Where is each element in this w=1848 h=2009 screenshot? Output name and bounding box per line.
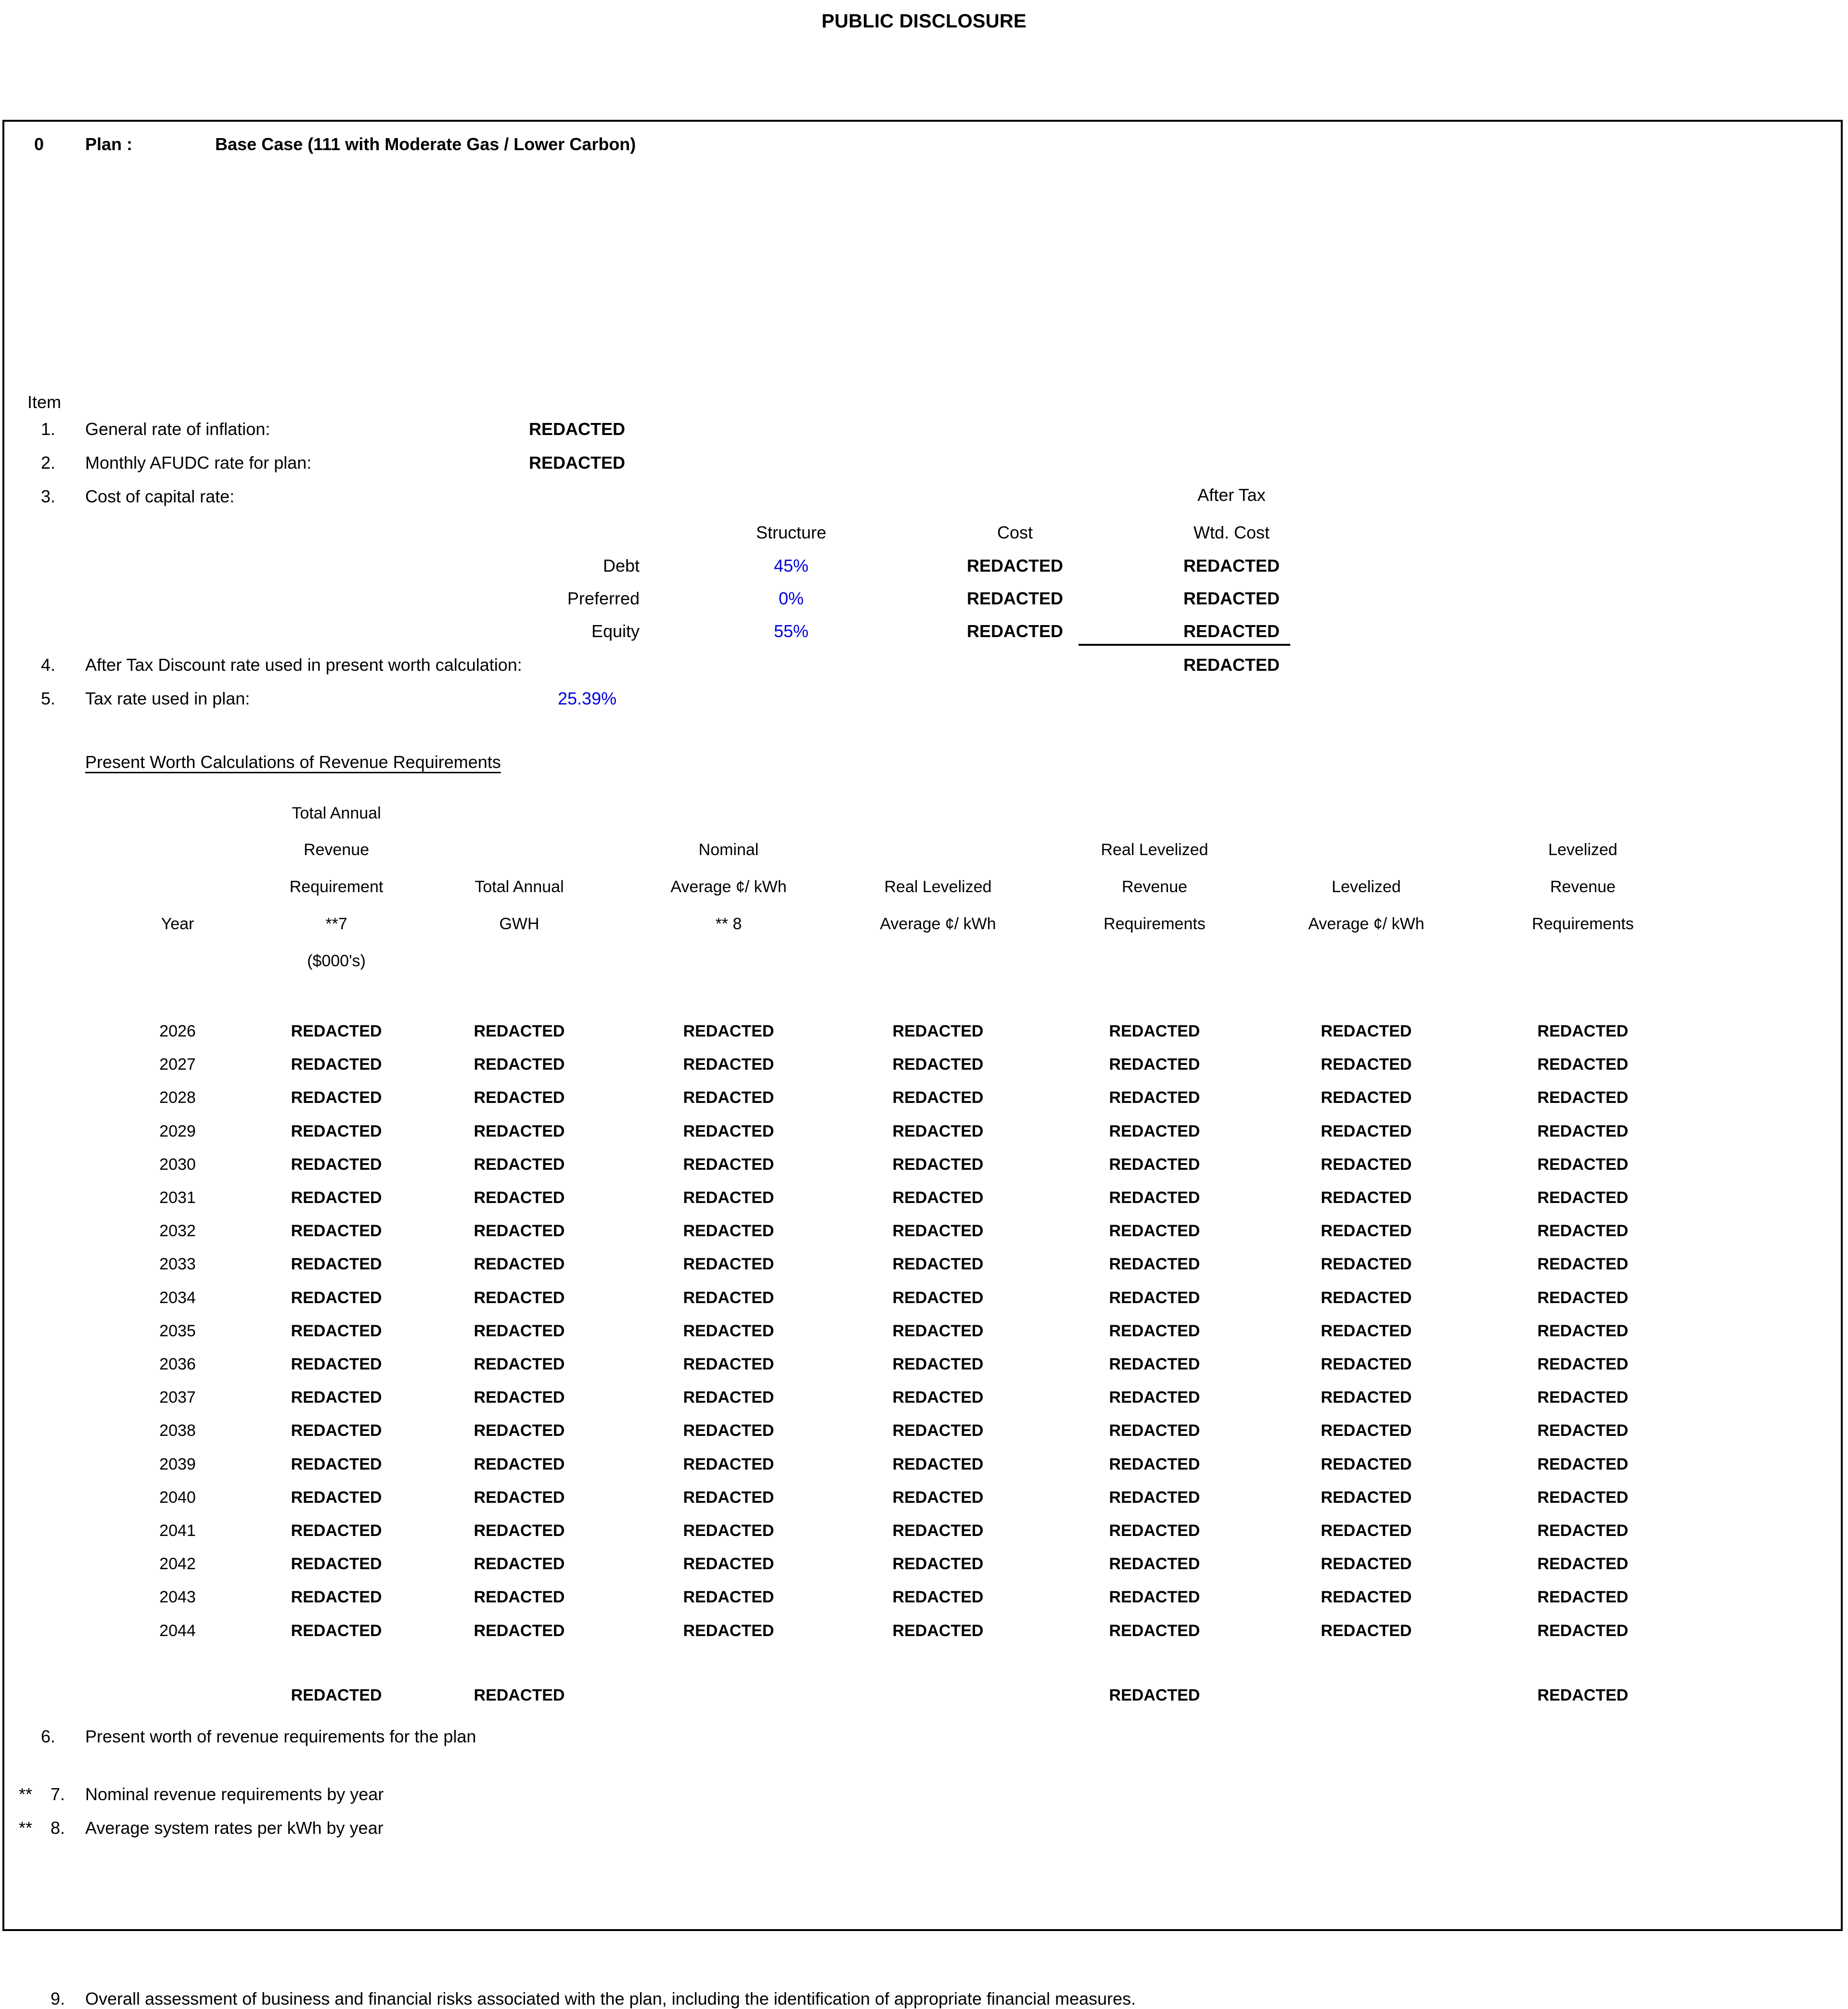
table-row-year: 2038: [159, 1421, 196, 1440]
table-cell-value: REDACTED: [1321, 1088, 1412, 1107]
item-1-number: 1.: [40, 419, 55, 439]
table-cell-value: REDACTED: [892, 1455, 984, 1473]
table-cell-value: REDACTED: [1321, 1455, 1412, 1473]
present-worth-heading: Present Worth Calculations of Revenue Requirements: [85, 752, 501, 772]
table-cell-value: REDACTED: [892, 1088, 984, 1107]
table-cell-value: REDACTED: [474, 1189, 565, 1207]
cost-of-capital-row-debt-wtd-cost: REDACTED: [1183, 556, 1280, 576]
table-cell-value: REDACTED: [683, 1355, 774, 1373]
table-cell-value: REDACTED: [1321, 1522, 1412, 1540]
column-header-5-line-1: Real Levelized: [1101, 841, 1208, 859]
table-cell-value: REDACTED: [1109, 1088, 1200, 1107]
cost-of-capital-row-debt-label: Debt: [603, 556, 640, 576]
table-cell-value: REDACTED: [291, 1621, 382, 1640]
table-row-year: 2043: [159, 1588, 196, 1607]
table-cell-value: REDACTED: [683, 1288, 774, 1307]
column-header-3-line-2: Average ¢/ kWh: [670, 878, 787, 896]
table-cell-value: REDACTED: [1537, 1122, 1629, 1140]
table-cell-value: REDACTED: [1537, 1321, 1629, 1340]
table-cell-value: REDACTED: [1537, 1288, 1629, 1307]
item-2-label: Monthly AFUDC rate for plan:: [85, 453, 312, 473]
column-header-1-line-2: Requirement: [289, 878, 384, 896]
table-cell-value: REDACTED: [474, 1022, 565, 1040]
table-cell-value: REDACTED: [892, 1055, 984, 1074]
cost-of-capital-row-equity-cost: REDACTED: [966, 621, 1063, 641]
table-cell-value: REDACTED: [1109, 1055, 1200, 1074]
cost-of-capital-row-equity-label: Equity: [591, 621, 640, 641]
cost-of-capital-header-structure: Structure: [756, 523, 827, 542]
table-cell-value: REDACTED: [1109, 1388, 1200, 1407]
table-row-year: 2044: [159, 1621, 196, 1640]
item-9-text: Overall assessment of business and financial risks associated with the plan, including the identification of appropriate financial measures.: [85, 1989, 1136, 2009]
table-cell-value: REDACTED: [1537, 1255, 1629, 1274]
table-cell-value: REDACTED: [474, 1388, 565, 1407]
table-row-year: 2035: [159, 1321, 196, 1340]
table-cell-value: REDACTED: [474, 1155, 565, 1174]
table-cell-value: REDACTED: [1109, 1155, 1200, 1174]
table-cell-value: REDACTED: [1321, 1155, 1412, 1174]
column-header-1-line-0: Total Annual: [292, 804, 381, 822]
table-row-year: 2032: [159, 1222, 196, 1241]
table-cell-value: REDACTED: [1321, 1488, 1412, 1507]
table-cell-value: REDACTED: [291, 1055, 382, 1074]
table-cell-value: REDACTED: [1537, 1355, 1629, 1373]
table-cell-value: REDACTED: [474, 1621, 565, 1640]
table-cell-value: REDACTED: [683, 1255, 774, 1274]
table-cell-value: REDACTED: [291, 1288, 382, 1307]
table-cell-value: REDACTED: [1109, 1022, 1200, 1040]
column-header-5-line-3: Requirements: [1104, 915, 1206, 933]
column-header-1-line-3: **7: [325, 915, 347, 933]
table-cell-value: REDACTED: [291, 1255, 382, 1274]
table-cell-value: REDACTED: [291, 1222, 382, 1241]
table-cell-value: REDACTED: [1321, 1255, 1412, 1274]
table-cell-value: REDACTED: [1321, 1022, 1412, 1040]
table-cell-value: REDACTED: [1109, 1355, 1200, 1373]
table-row-year: 2040: [159, 1488, 196, 1507]
table-cell-value: REDACTED: [1321, 1055, 1412, 1074]
item-2-number: 2.: [40, 453, 55, 473]
table-cell-value: REDACTED: [474, 1588, 565, 1607]
item-1-value: REDACTED: [529, 419, 626, 439]
table-cell-value: REDACTED: [1109, 1522, 1200, 1540]
table-cell-value: REDACTED: [291, 1155, 382, 1174]
item-2-value: REDACTED: [529, 453, 626, 473]
item-5-value: 25.39%: [558, 689, 617, 708]
item-3-label: Cost of capital rate:: [85, 486, 235, 506]
table-cell-value: REDACTED: [1321, 1288, 1412, 1307]
table-cell-value: REDACTED: [683, 1321, 774, 1340]
cost-of-capital-header-wtd-cost: Wtd. Cost: [1193, 523, 1270, 542]
table-cell-value: REDACTED: [892, 1122, 984, 1140]
table-cell-value: REDACTED: [291, 1355, 382, 1373]
table-cell-value: REDACTED: [474, 1122, 565, 1140]
table-cell-value: REDACTED: [1321, 1421, 1412, 1440]
column-header-7-line-2: Revenue: [1550, 878, 1616, 896]
item-6-label: Present worth of revenue requirements for the plan: [85, 1727, 476, 1746]
table-total-value: REDACTED: [1109, 1686, 1200, 1704]
table-cell-value: REDACTED: [892, 1222, 984, 1241]
column-header-5-line-2: Revenue: [1121, 878, 1188, 896]
table-total-value: REDACTED: [1537, 1686, 1629, 1704]
column-header-1-line-4: ($000's): [307, 952, 366, 970]
table-cell-value: REDACTED: [683, 1022, 774, 1040]
table-cell-value: REDACTED: [1321, 1588, 1412, 1607]
table-cell-value: REDACTED: [1109, 1555, 1200, 1574]
table-cell-value: REDACTED: [1537, 1155, 1629, 1174]
footnote-7-stars: **: [19, 1784, 33, 1804]
table-cell-value: REDACTED: [683, 1621, 774, 1640]
table-cell-value: REDACTED: [1321, 1222, 1412, 1241]
column-header-7-line-3: Requirements: [1532, 915, 1634, 933]
table-cell-value: REDACTED: [1537, 1088, 1629, 1107]
table-cell-value: REDACTED: [1109, 1222, 1200, 1241]
table-cell-value: REDACTED: [1109, 1288, 1200, 1307]
plan-number: 0: [34, 134, 44, 154]
table-cell-value: REDACTED: [683, 1122, 774, 1140]
column-header-6-line-3: Average ¢/ kWh: [1308, 915, 1424, 933]
table-cell-value: REDACTED: [683, 1488, 774, 1507]
item-9-number: 9.: [51, 1989, 65, 2009]
table-cell-value: REDACTED: [1109, 1455, 1200, 1473]
cost-of-capital-row-equity-structure: 55%: [773, 621, 809, 641]
table-cell-value: REDACTED: [291, 1555, 382, 1574]
column-header-2-line-2: Total Annual: [475, 878, 564, 896]
footnote-8-stars: **: [19, 1818, 33, 1838]
table-cell-value: REDACTED: [1321, 1388, 1412, 1407]
table-cell-value: REDACTED: [892, 1621, 984, 1640]
column-header-3-line-1: Nominal: [698, 841, 759, 859]
column-header-3-line-3: ** 8: [715, 915, 742, 933]
item-5-number: 5.: [40, 689, 55, 708]
table-cell-value: REDACTED: [1321, 1355, 1412, 1373]
table-cell-value: REDACTED: [892, 1189, 984, 1207]
item-6-number: 6.: [40, 1727, 55, 1746]
table-cell-value: REDACTED: [1537, 1421, 1629, 1440]
table-cell-value: REDACTED: [291, 1189, 382, 1207]
table-cell-value: REDACTED: [1537, 1189, 1629, 1207]
table-cell-value: REDACTED: [892, 1321, 984, 1340]
table-cell-value: REDACTED: [474, 1288, 565, 1307]
table-cell-value: REDACTED: [291, 1522, 382, 1540]
table-cell-value: REDACTED: [474, 1522, 565, 1540]
table-cell-value: REDACTED: [892, 1288, 984, 1307]
table-row-year: 2026: [159, 1022, 196, 1040]
footnote-7-text: Nominal revenue requirements by year: [85, 1784, 384, 1804]
document-frame: [2, 120, 1843, 2009]
table-row-year: 2029: [159, 1122, 196, 1140]
table-cell-value: REDACTED: [1537, 1055, 1629, 1074]
table-cell-value: REDACTED: [291, 1421, 382, 1440]
table-row-year: 2036: [159, 1355, 196, 1373]
table-cell-value: REDACTED: [1109, 1122, 1200, 1140]
table-cell-value: REDACTED: [683, 1155, 774, 1174]
table-cell-value: REDACTED: [1537, 1022, 1629, 1040]
cost-of-capital-row-preferred-cost: REDACTED: [966, 589, 1063, 608]
table-cell-value: REDACTED: [291, 1455, 382, 1473]
item-4-label: After Tax Discount rate used in present worth calculation:: [85, 655, 522, 675]
table-cell-value: REDACTED: [1321, 1555, 1412, 1574]
table-row-year: 2041: [159, 1522, 196, 1540]
table-cell-value: REDACTED: [1321, 1621, 1412, 1640]
plan-value: Base Case (111 with Moderate Gas / Lower Carbon): [215, 134, 636, 154]
table-cell-value: REDACTED: [683, 1189, 774, 1207]
table-cell-value: REDACTED: [683, 1088, 774, 1107]
table-cell-value: REDACTED: [291, 1321, 382, 1340]
table-cell-value: REDACTED: [892, 1022, 984, 1040]
table-row-year: 2033: [159, 1255, 196, 1274]
table-cell-value: REDACTED: [892, 1388, 984, 1407]
table-cell-value: REDACTED: [474, 1255, 565, 1274]
table-cell-value: REDACTED: [1109, 1621, 1200, 1640]
table-cell-value: REDACTED: [1537, 1621, 1629, 1640]
table-cell-value: REDACTED: [683, 1522, 774, 1540]
table-cell-value: REDACTED: [1537, 1522, 1629, 1540]
table-row-year: 2042: [159, 1555, 196, 1574]
table-cell-value: REDACTED: [892, 1522, 984, 1540]
table-cell-value: REDACTED: [892, 1555, 984, 1574]
table-cell-value: REDACTED: [892, 1155, 984, 1174]
table-cell-value: REDACTED: [1537, 1555, 1629, 1574]
table-cell-value: REDACTED: [474, 1222, 565, 1241]
table-row-year: 2039: [159, 1455, 196, 1473]
table-cell-value: REDACTED: [1109, 1255, 1200, 1274]
column-header-6-line-2: Levelized: [1332, 878, 1401, 896]
table-cell-value: REDACTED: [683, 1055, 774, 1074]
table-cell-value: REDACTED: [892, 1488, 984, 1507]
table-cell-value: REDACTED: [892, 1255, 984, 1274]
footnote-8-number: 8.: [51, 1818, 65, 1838]
table-cell-value: REDACTED: [1109, 1189, 1200, 1207]
item-3-number: 3.: [40, 486, 55, 506]
column-header-2-line-3: GWH: [499, 915, 539, 933]
table-row-year: 2031: [159, 1189, 196, 1207]
table-cell-value: REDACTED: [474, 1355, 565, 1373]
table-cell-value: REDACTED: [892, 1355, 984, 1373]
table-cell-value: REDACTED: [1537, 1388, 1629, 1407]
table-cell-value: REDACTED: [683, 1588, 774, 1607]
table-row-year: 2034: [159, 1288, 196, 1307]
column-header-1-line-1: Revenue: [303, 841, 370, 859]
cost-of-capital-row-preferred-label: Preferred: [567, 589, 640, 608]
table-cell-value: REDACTED: [1109, 1488, 1200, 1507]
table-cell-value: REDACTED: [474, 1321, 565, 1340]
table-cell-value: REDACTED: [474, 1455, 565, 1473]
table-cell-value: REDACTED: [1537, 1455, 1629, 1473]
table-cell-value: REDACTED: [1537, 1488, 1629, 1507]
table-cell-value: REDACTED: [683, 1388, 774, 1407]
table-cell-value: REDACTED: [683, 1421, 774, 1440]
item-4-value: REDACTED: [1183, 655, 1280, 675]
table-cell-value: REDACTED: [291, 1488, 382, 1507]
item-1-label: General rate of inflation:: [85, 419, 270, 439]
table-cell-value: REDACTED: [1537, 1222, 1629, 1241]
table-cell-value: REDACTED: [683, 1555, 774, 1574]
page-title: PUBLIC DISCLOSURE: [821, 11, 1027, 32]
table-cell-value: REDACTED: [474, 1055, 565, 1074]
cost-of-capital-total-rule: [1078, 644, 1290, 646]
footnote-7-number: 7.: [51, 1784, 65, 1804]
table-cell-value: REDACTED: [1537, 1588, 1629, 1607]
table-cell-value: REDACTED: [1321, 1122, 1412, 1140]
table-row-year: 2027: [159, 1055, 196, 1074]
cost-of-capital-row-preferred-structure: 0%: [778, 589, 804, 608]
table-cell-value: REDACTED: [1109, 1588, 1200, 1607]
column-header-0-line-3: Year: [161, 915, 194, 933]
column-header-7-line-1: Levelized: [1548, 841, 1617, 859]
table-cell-value: REDACTED: [683, 1222, 774, 1241]
cost-of-capital-row-debt-structure: 45%: [773, 556, 809, 576]
cost-of-capital-row-debt-cost: REDACTED: [966, 556, 1063, 576]
column-header-4-line-3: Average ¢/ kWh: [880, 915, 996, 933]
table-total-value: REDACTED: [474, 1686, 565, 1704]
table-cell-value: REDACTED: [474, 1488, 565, 1507]
table-cell-value: REDACTED: [892, 1588, 984, 1607]
plan-label: Plan :: [85, 134, 133, 154]
table-row-year: 2030: [159, 1155, 196, 1174]
cost-of-capital-row-preferred-wtd-cost: REDACTED: [1183, 589, 1280, 608]
table-cell-value: REDACTED: [474, 1421, 565, 1440]
table-cell-value: REDACTED: [892, 1421, 984, 1440]
item-section-heading: Item: [27, 392, 62, 412]
table-cell-value: REDACTED: [291, 1022, 382, 1040]
cost-of-capital-aftertax-label: After Tax: [1197, 485, 1266, 505]
cost-of-capital-row-equity-wtd-cost: REDACTED: [1183, 621, 1280, 641]
table-cell-value: REDACTED: [291, 1088, 382, 1107]
table-cell-value: REDACTED: [291, 1122, 382, 1140]
item-5-label: Tax rate used in plan:: [85, 689, 250, 708]
table-cell-value: REDACTED: [474, 1555, 565, 1574]
table-cell-value: REDACTED: [683, 1455, 774, 1473]
column-header-4-line-2: Real Levelized: [884, 878, 992, 896]
table-row-year: 2037: [159, 1388, 196, 1407]
table-cell-value: REDACTED: [291, 1588, 382, 1607]
table-cell-value: REDACTED: [1321, 1321, 1412, 1340]
table-cell-value: REDACTED: [1321, 1189, 1412, 1207]
table-cell-value: REDACTED: [474, 1088, 565, 1107]
table-cell-value: REDACTED: [1109, 1321, 1200, 1340]
item-4-number: 4.: [40, 655, 55, 675]
cost-of-capital-header-cost: Cost: [997, 523, 1033, 542]
table-cell-value: REDACTED: [291, 1388, 382, 1407]
table-row-year: 2028: [159, 1088, 196, 1107]
table-cell-value: REDACTED: [1109, 1421, 1200, 1440]
footnote-8-text: Average system rates per kWh by year: [85, 1818, 384, 1838]
table-total-value: REDACTED: [291, 1686, 382, 1704]
